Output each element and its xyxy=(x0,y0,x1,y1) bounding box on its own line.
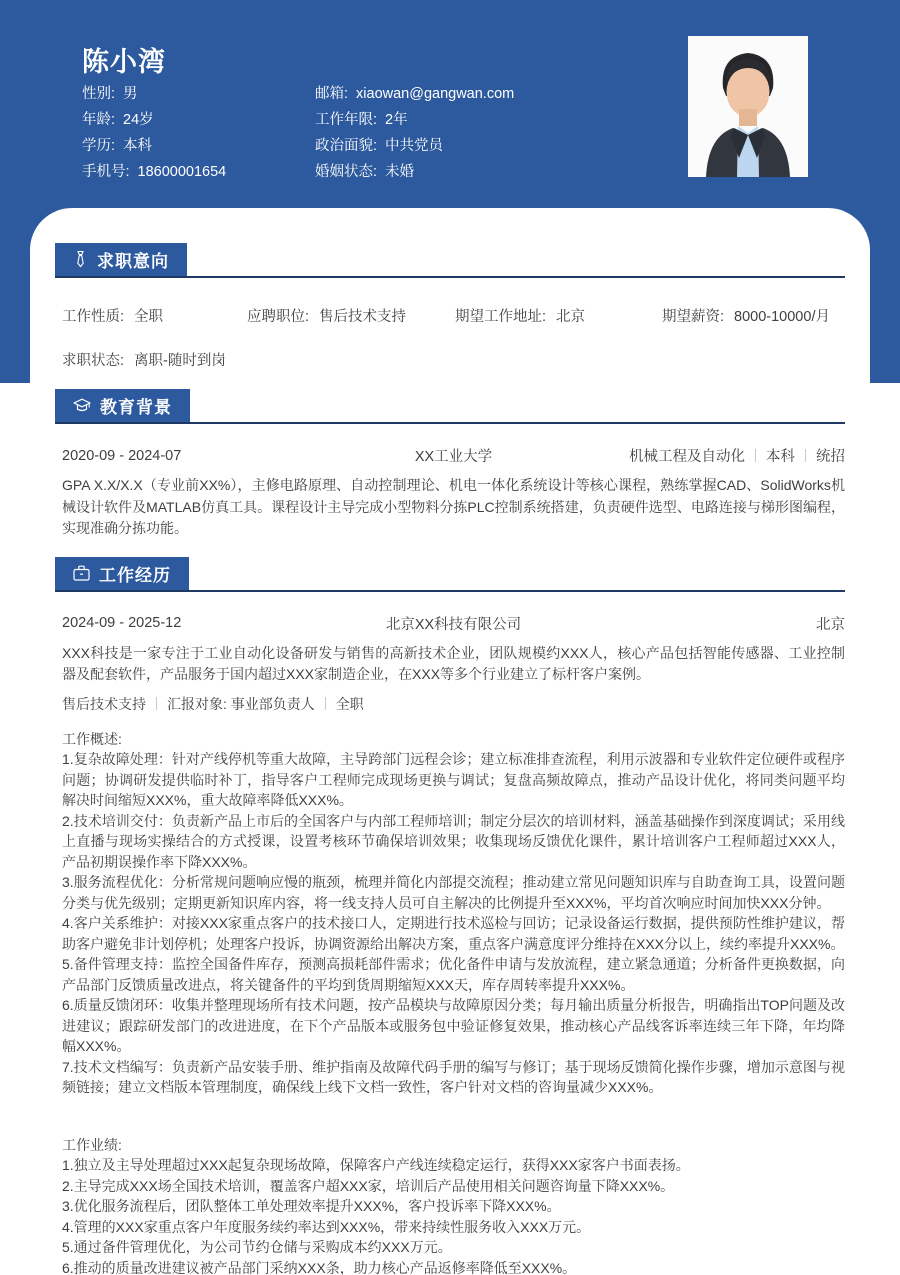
tie-icon xyxy=(73,251,88,268)
work-overview-label: 工作概述: xyxy=(62,730,122,747)
work-meta-row xyxy=(62,613,845,634)
field-expected-location: 期望工作地址: 北京 xyxy=(455,309,586,325)
work-overview-item: 4.客户关系维护：对接XXX家重点客户的技术接口人，定期进行技术巡检与回访；记录设备运行数据，提供预防性维护建议，帮助客户避免非计划停机；处理客户投诉，协调资源给出解决方案，重点客户满意度评分维持在XXX分以上，续约率提升XXX%。 xyxy=(62,915,845,952)
info-item-age: 年龄: 24岁 xyxy=(82,112,154,128)
field-job-nature: 工作性质: 全职 xyxy=(62,309,164,325)
education-meta-row xyxy=(62,445,845,466)
work-location: 北京 xyxy=(816,616,845,633)
field-job-status: 求职状态: 离职-随时到岗 xyxy=(62,353,226,369)
info-item-marital-status: 婚姻状态: 未婚 xyxy=(315,164,415,180)
candidate-name: 陈小湾 xyxy=(82,47,166,77)
work-overview-item: 3.服务流程优化：分析常规问题响应慢的瓶颈，梳理并简化内部提交流程；推动建立常见问题知识库与自助查询工具，设置问题分类与优先级别；定期更新知识库内容，将一线支持人员可自主解决的比例提升至XXX%，平均首次响应时间加快XXX分钟。 xyxy=(62,874,845,911)
info-item-education-level: 学历: 本科 xyxy=(82,138,153,154)
divider xyxy=(325,697,326,710)
section-title-work: 工作经历 xyxy=(99,565,171,585)
section-header-box xyxy=(55,243,187,276)
work-overview-item: 7.技术文档编写：负责新产品安装手册、维护指南及故障代码手册的编写与修订；基于现场反馈简化操作步骤，增加示意图与视频链接；建立文档版本管理制度，确保线上线下文档一致性，客户针对文档的咨询量减少XXX%。 xyxy=(62,1058,845,1095)
major: 机械工程及自动化 xyxy=(629,449,745,465)
report-to: 汇报对象: 事业部负责人 xyxy=(167,695,315,712)
section-title-job-intent: 求职意向 xyxy=(97,252,169,271)
info-item-work-years: 工作年限: 2年 xyxy=(315,112,408,128)
education-dates: 2020-09 - 2024-07 xyxy=(62,447,182,464)
school-name: XX工业大学 xyxy=(414,449,493,465)
job-intent-fields-row2 xyxy=(62,349,845,370)
field-target-position: 应聘职位: 售后技术支持 xyxy=(247,309,407,325)
avatar-illustration xyxy=(688,36,808,177)
work-achievement-item: 3.优化服务流程后，团队整体工单处理效率提升XXX%，客户投诉率下降XXX%。 xyxy=(62,1198,561,1214)
resume-card xyxy=(30,208,870,1275)
graduation-cap-icon xyxy=(73,398,91,414)
position-title: 售后技术支持 xyxy=(62,695,146,712)
field-expected-salary: 期望薪资: 8000-10000/月 xyxy=(662,309,830,325)
section-header-job-intent xyxy=(55,243,845,278)
work-achievement-item: 5.通过备件管理优化，为公司节约仓储与采购成本约XXX万元。 xyxy=(62,1239,452,1255)
briefcase-icon xyxy=(73,565,90,581)
basic-info xyxy=(82,81,514,185)
section-header-education xyxy=(55,389,845,424)
work-overview-item: 2.技术培训交付：负责新产品上市后的全国客户与内部工程师培训；制定分层次的培训材料，涵盖基础操作到深度调试；采用线上直播与现场实操结合的方式授课，设置考核环节确保培训效果；收集现场反馈优化课件，累计培训客户工程师超过XXX人，产品初期误操作率下降XXX%。 xyxy=(62,812,845,870)
divider xyxy=(755,449,756,462)
divider xyxy=(156,697,157,710)
info-item-gender: 性别: 男 xyxy=(82,86,138,102)
basic-info-left-column xyxy=(82,81,315,185)
job-type: 全职 xyxy=(335,695,364,712)
section-header-box xyxy=(55,557,189,590)
work-achievement-item: 2.主导完成XXX场全国技术培训，覆盖客户超XXX家，培训后产品使用相关问题咨询量下降XXX%。 xyxy=(62,1177,675,1194)
work-overview-item: 6.质量反馈闭环：收集并整理现场所有技术问题，按产品模块与故障原因分类；每月输出质量分析报告，明确指出TOP问题及改进建议；跟踪研发部门的改进进度，在下个产品版本或服务包中验证修复效果，推动核心产品线客诉率连续三年下降，年均降幅XXX%。 xyxy=(62,997,845,1054)
section-work-experience xyxy=(55,557,845,1275)
divider xyxy=(805,449,806,462)
position-line xyxy=(62,694,845,714)
section-header-work xyxy=(55,557,845,592)
basic-info-right-column xyxy=(315,81,514,185)
company-intro: XXX科技是一家专注于工业自动化设备研发与销售的高新技术企业，团队规模约XXX人，核心产品包括智能传感器、工业控制器及配套软件，产品服务于国内超过XXX家制造企业，在XXX等多个行业建立了标杆客户案例。 xyxy=(62,644,845,682)
company-name: 北京XX科技有限公司 xyxy=(385,616,522,633)
job-intent-fields-row xyxy=(62,305,845,326)
work-overview-item: 1.复杂故障处理：针对产线停机等重大故障，主导跨部门远程会诊；建立标准排查流程，利用示波器和专业软件定位硬件或程序问题；协调研发提供临时补丁，指导客户工程师完成现场更换与调试；复盘高频故障点，推动产品设计优化，将同类问题平均解决时间缩短XXX%，重大故障率降低XXX%。 xyxy=(62,751,845,808)
work-achievements-label: 工作业绩: xyxy=(62,1136,122,1153)
section-title-education: 教育背景 xyxy=(100,398,172,417)
degree: 本科 xyxy=(766,449,795,465)
work-dates: 2024-09 - 2025-12 xyxy=(62,615,182,631)
education-description: GPA X.X/X.X（专业前XX%），主修电路原理、自动控制理论、机电一体化系统设计等核心课程，熟练掌握CAD、SolidWorks机械设计软件及MATLAB仿真工具。课程设计主导完成小型物料分拣PLC控制系统搭建，负责硬件选型、电路连接与梯形图编程，实现准确分拣功能。 xyxy=(62,477,845,536)
work-achievement-item: 4.管理的XXX家重点客户年度服务续约率达到XXX%，带来持续性服务收入XXX万元。 xyxy=(62,1218,591,1235)
section-header-box xyxy=(55,389,190,422)
admission-type: 统招 xyxy=(816,449,845,465)
education-major-info xyxy=(600,445,845,466)
work-achievement-item: 6.推动的质量改进建议被产品部门采纳XXX条，助力核心产品返修率降低至XXX%。 xyxy=(62,1259,577,1275)
profile-photo xyxy=(688,36,808,177)
work-achievement-item: 1.独立及主导处理超过XXX起复杂现场故障，保障客户产线连续稳定运行，获得XXX家客户书面表扬。 xyxy=(62,1157,690,1173)
work-overview-item: 5.备件管理支持：监控全国备件库存，预测高损耗部件需求；优化备件申请与发放流程，建立紧急通道；分析备件更换数据，向产品部门反馈质量改进点，将关键备件的平均到货周期缩短XXX天，库存周转率提升XXX%。 xyxy=(62,956,845,993)
section-education xyxy=(55,389,845,540)
section-job-intent xyxy=(55,243,845,370)
info-item-political-status: 政治面貌: 中共党员 xyxy=(315,138,444,154)
info-item-email: 邮箱: xiaowan@gangwan.com xyxy=(315,86,515,102)
info-item-phone: 手机号: 18600001654 xyxy=(82,164,227,180)
